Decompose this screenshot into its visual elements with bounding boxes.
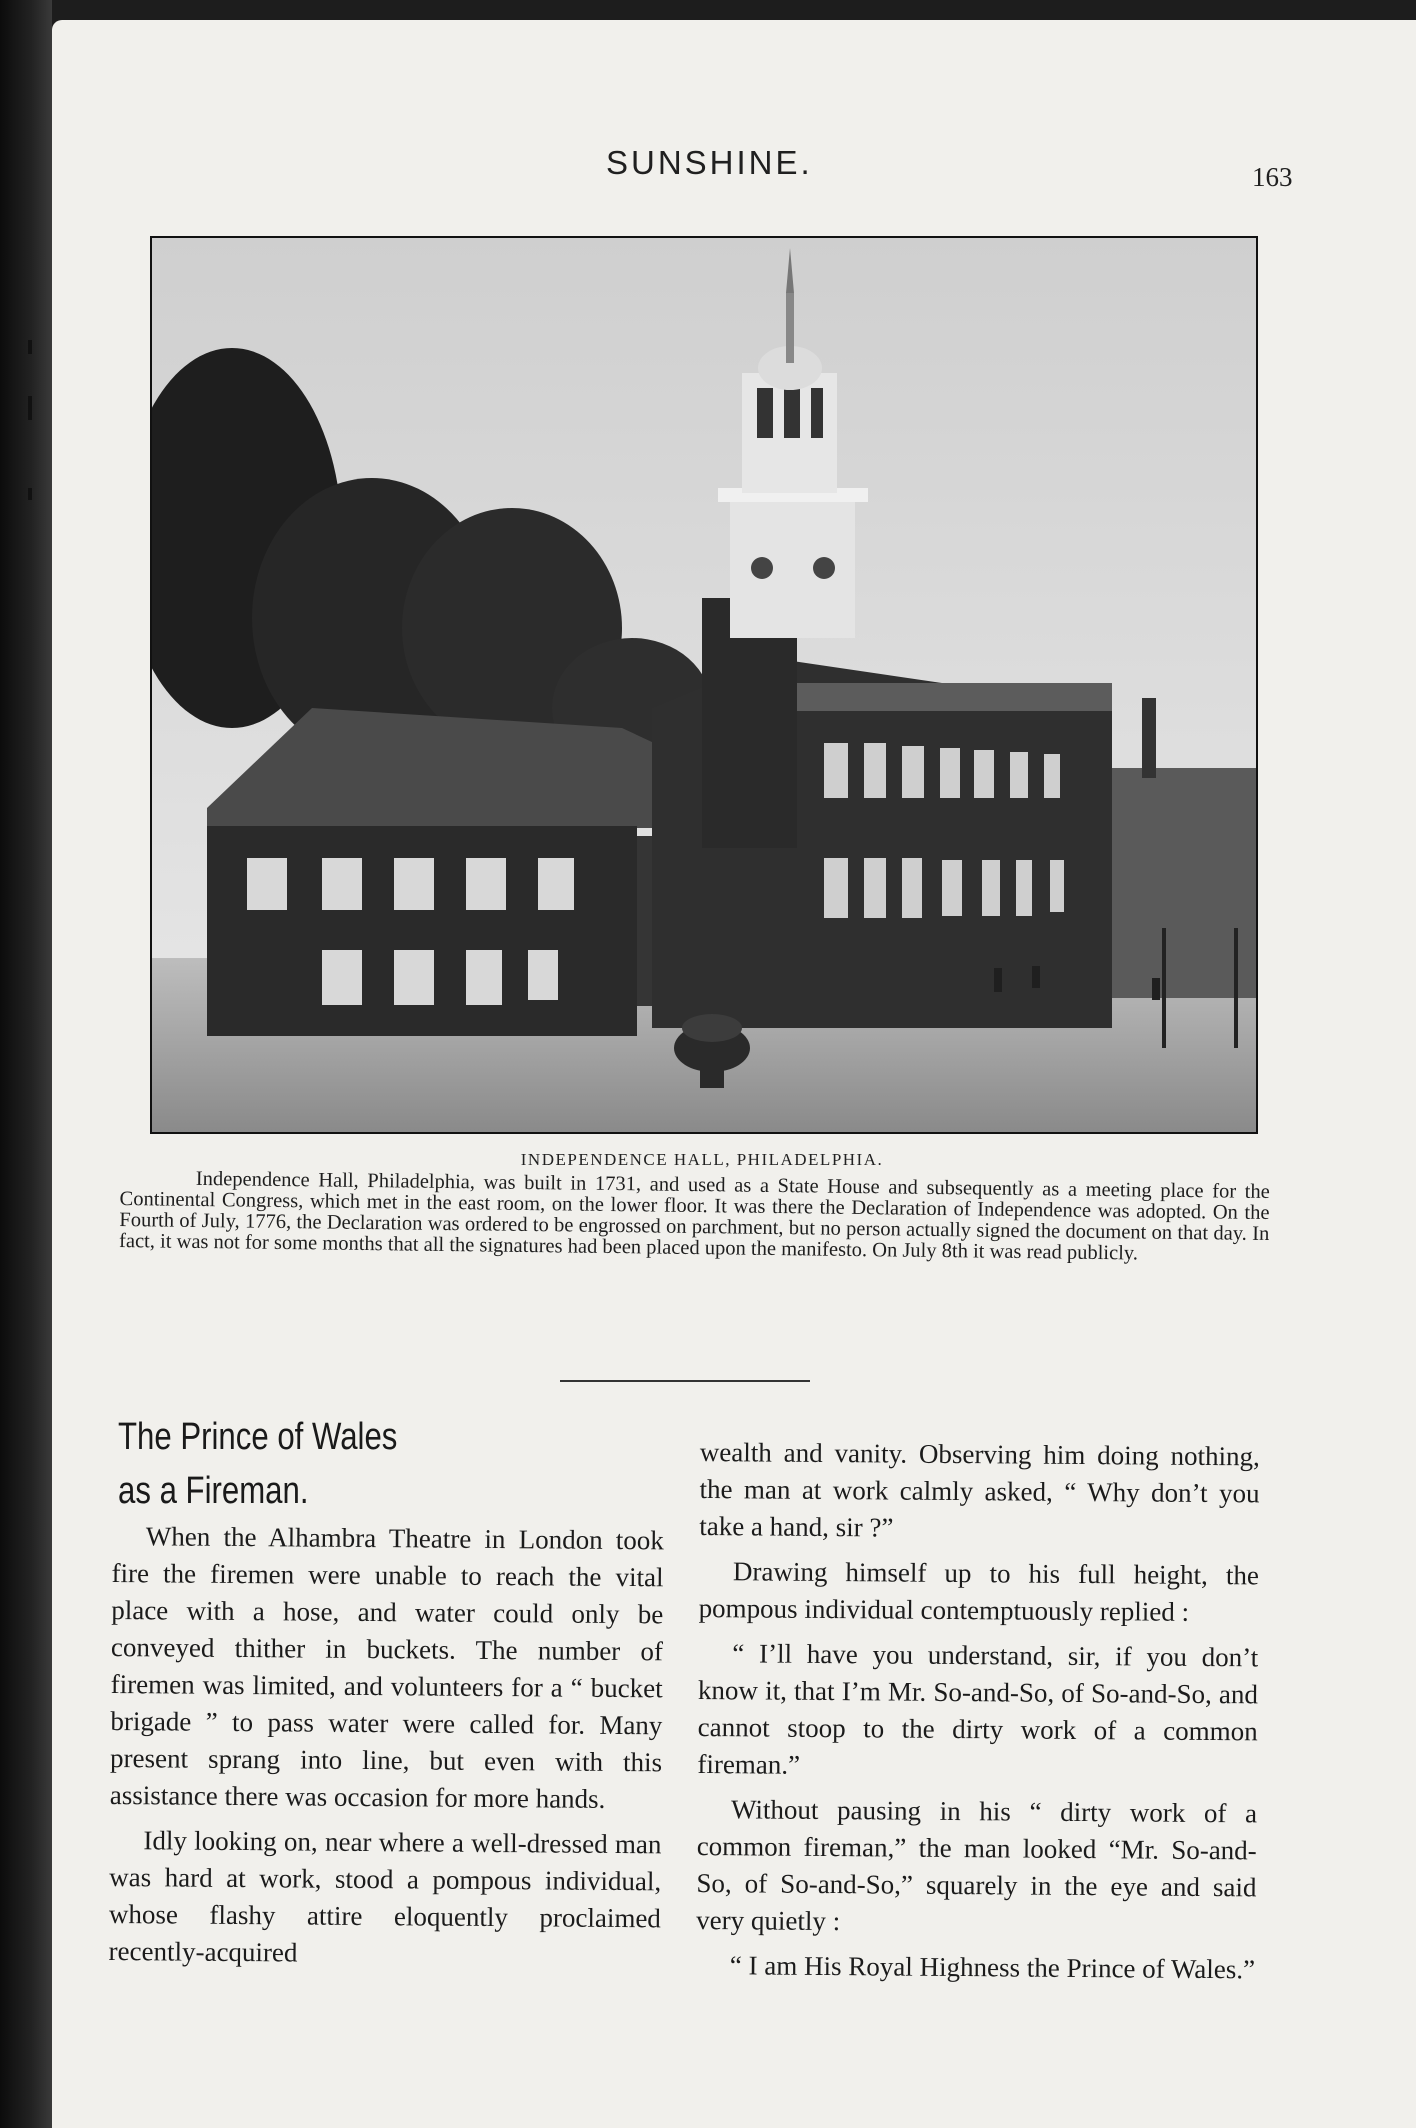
article-column-left	[108, 1518, 664, 1982]
independence-hall-photo	[150, 236, 1258, 1134]
page-number: 163	[1252, 162, 1293, 192]
margin-mark	[28, 396, 32, 420]
book-gutter	[0, 0, 52, 2128]
margin-mark	[28, 488, 32, 500]
paragraph: “ I’ll have you understand, sir, if you don’t know it, that I’m Mr. So-and-So, of So-and-So, and cannot stoop to the dirty work of a common fireman.”	[697, 1638, 1259, 1780]
paragraph: “ I am His Royal Highness the Prince of Wales.”	[729, 1950, 1256, 1985]
article-column-right	[696, 1434, 1260, 1996]
figure-caption-body: Independence Hall, Philadelphia, was built in 1731, and used as a State House and subsequently as a meeting place for the Continental Congress, which met in the east room, on the lower floor. It was there the Declaration of Independence was adopted. On the Fourth of July, 1776, the Declaration was ordered to be engrossed on parchment, but no person actually signed the document on that day. In fact, it was not for some months that all the signatures had been placed upon the manifesto. On July 8th it was read publicly.	[118, 1167, 1270, 1265]
photo-illustration	[152, 238, 1256, 1132]
section-divider	[560, 1380, 810, 1382]
paragraph-continuation: wealth and vanity. Observing him doing nothing, the man at work calmly asked, “ Why don’t you take a hand, sir ?”	[699, 1436, 1260, 1543]
figure-caption-title: INDEPENDENCE HALL, PHILADELPHIA.	[520, 1150, 884, 1169]
margin-mark	[28, 340, 32, 354]
article-title-line-1: The Prince of Wales	[118, 1416, 398, 1458]
article-title	[118, 1410, 577, 1518]
article-title-line-2: as a Fireman.	[118, 1470, 309, 1512]
paragraph: When the Alhambra Theatre in London took fire the firemen were unable to reach the vital place with a hose, and water could only be conveyed thither in buckets. The number of firemen was limited, and volunteers for a “ bucket brigade ” to pass water were called for. Many present sprang into line, but even with this assistance there was occasion for more hands.	[109, 1521, 664, 1814]
paragraph: Without pausing in his “ dirty work of a common fireman,” the man looked “Mr. So-and-So, of So-and-So,” squarely in the eye and said very quietly :	[696, 1794, 1258, 1937]
running-head: SUNSHINE.	[606, 144, 813, 181]
paragraph: Drawing himself up to his full height, the pompous individual contemptuously replied :	[698, 1556, 1260, 1627]
paragraph: Idly looking on, near where a well-dressed man was hard at work, stood a pompous individual, whose flashy attire eloquently proclaimed recently-acquired	[108, 1825, 662, 1968]
